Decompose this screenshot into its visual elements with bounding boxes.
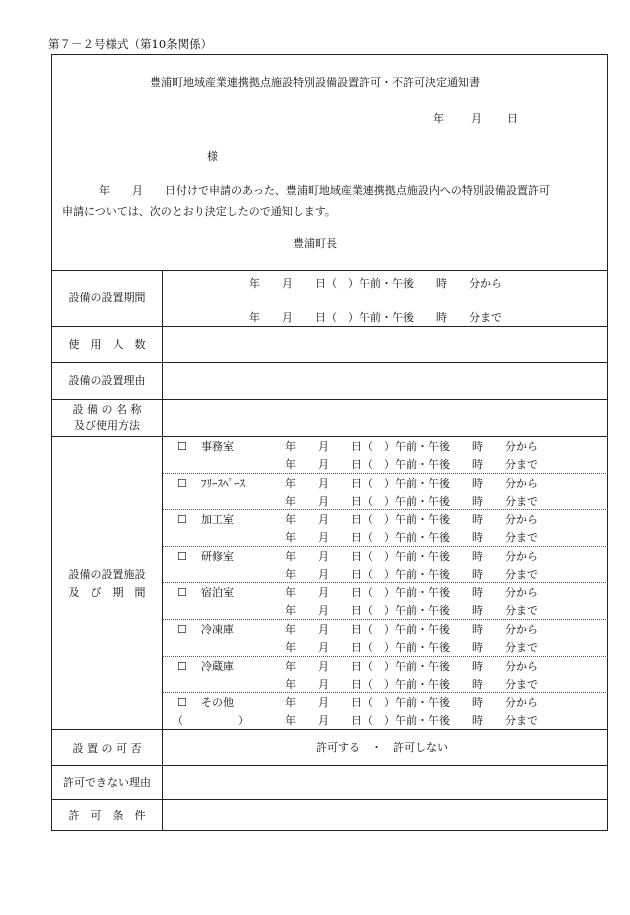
period-from: 年 月 日（ ）午前・午後 時 分から [249, 277, 502, 290]
facility-checkbox[interactable]: ☐ [177, 586, 187, 600]
date-month-label: 月 [471, 112, 482, 125]
row-divider [51, 399, 608, 400]
approval-options[interactable]: 許可する ・ 許可しない [316, 741, 448, 754]
period-label: 設備の設置期間 [68, 291, 146, 304]
other-facility-paren[interactable]: （ ） [172, 714, 249, 728]
facility-period-to: 年 月 日（ ）午前・午後 時 分まで [285, 641, 538, 654]
facility-checkbox[interactable]: ☐ [177, 696, 187, 710]
row-divider [51, 362, 608, 363]
facility-dotted-divider [163, 473, 608, 474]
facility-dotted-divider [163, 692, 608, 693]
facility-period-to: 年 月 日（ ）午前・午後 時 分まで [285, 531, 538, 545]
facility-name: 宿泊室 [201, 586, 234, 600]
period-to: 年 月 日（ ）午前・午後 時 分まで [249, 311, 502, 324]
date-day-label: 日 [507, 112, 518, 125]
denial-reason-label: 許可できない理由 [63, 776, 151, 789]
facility-dotted-divider [163, 546, 608, 547]
body-text-line-1: 年 月 日付けで申請のあった、豊浦町地域産業連携拠点施設内への特別設備設置許可 [99, 184, 550, 197]
facility-name: 加工室 [201, 513, 234, 527]
facility-checkbox[interactable]: ☐ [177, 513, 187, 527]
facility-dotted-divider [163, 656, 608, 657]
equipment-name-label-1: 設 備 の 名 称 [72, 403, 142, 416]
facility-period-from: 年 月 日（ ）午前・午後 時 分から [285, 549, 538, 563]
facility-period-to: 年 月 日（ ）午前・午後 時 分まで [285, 677, 538, 691]
facility-period-from: 年 月 日（ ）午前・午後 時 分から [285, 513, 538, 527]
facility-name: 研修室 [201, 549, 234, 563]
row-divider [51, 799, 608, 800]
row-divider [51, 765, 608, 766]
facility-label-1: 設備の設置施設 [68, 568, 146, 581]
facility-name: 冷凍庫 [201, 623, 234, 636]
label-column-divider [162, 270, 163, 831]
facility-period-from: 年 月 日（ ）午前・午後 時 分から [285, 623, 538, 636]
table-top-line [51, 270, 608, 271]
install-reason-label: 設備の設置理由 [68, 374, 146, 387]
facility-period-to: 年 月 日（ ）午前・午後 時 分まで [285, 714, 538, 728]
facility-period-from: 年 月 日（ ）午前・午後 時 分から [285, 440, 538, 453]
equipment-name-label-2: 及び使用方法 [74, 419, 140, 432]
facility-dotted-divider [163, 509, 608, 510]
facility-name: 事務室 [201, 440, 234, 453]
facility-checkbox[interactable]: ☐ [177, 440, 187, 453]
users-count-label: 使 用 人 数 [68, 338, 146, 351]
issuer-name: 豊浦町長 [293, 237, 337, 250]
approval-label: 設 置 の 可 否 [72, 742, 142, 755]
facility-period-to: 年 月 日（ ）午前・午後 時 分まで [285, 567, 538, 581]
facility-period-to: 年 月 日（ ）午前・午後 時 分まで [285, 494, 538, 508]
row-divider [51, 436, 608, 437]
facility-checkbox[interactable]: ☐ [177, 476, 187, 490]
facility-checkbox[interactable]: ☐ [177, 623, 187, 636]
date-year-label: 年 [433, 112, 444, 125]
facility-period-from: 年 月 日（ ）午前・午後 時 分から [285, 696, 538, 710]
form-number: 第７－２号様式（第10条関係） [48, 37, 213, 51]
facility-dotted-divider [163, 619, 608, 620]
facility-name: 冷蔵庫 [201, 659, 234, 673]
facility-checkbox[interactable]: ☐ [177, 659, 187, 673]
conditions-label: 許 可 条 件 [68, 809, 146, 822]
facility-name: その他 [201, 696, 234, 710]
facility-period-to: 年 月 日（ ）午前・午後 時 分まで [285, 458, 538, 471]
addressee-suffix: 様 [207, 150, 218, 163]
facility-period-to: 年 月 日（ ）午前・午後 時 分まで [285, 604, 538, 618]
facility-period-from: 年 月 日（ ）午前・午後 時 分から [285, 659, 538, 673]
facility-dotted-divider [163, 582, 608, 583]
facility-name: ﾌﾘｰｽﾍﾟｰｽ [201, 476, 245, 490]
facility-label-2: 及 び 期 間 [68, 586, 146, 599]
document-title: 豊浦町地域産業連携拠点施設特別設備設置許可・不許可決定通知書 [150, 76, 480, 89]
facility-period-from: 年 月 日（ ）午前・午後 時 分から [285, 476, 538, 490]
body-text-line-2: 申請については、次のとおり決定したので通知します。 [62, 205, 336, 218]
row-divider [51, 729, 608, 730]
row-divider [51, 326, 608, 327]
facility-checkbox[interactable]: ☐ [177, 549, 187, 563]
facility-period-from: 年 月 日（ ）午前・午後 時 分から [285, 586, 538, 600]
